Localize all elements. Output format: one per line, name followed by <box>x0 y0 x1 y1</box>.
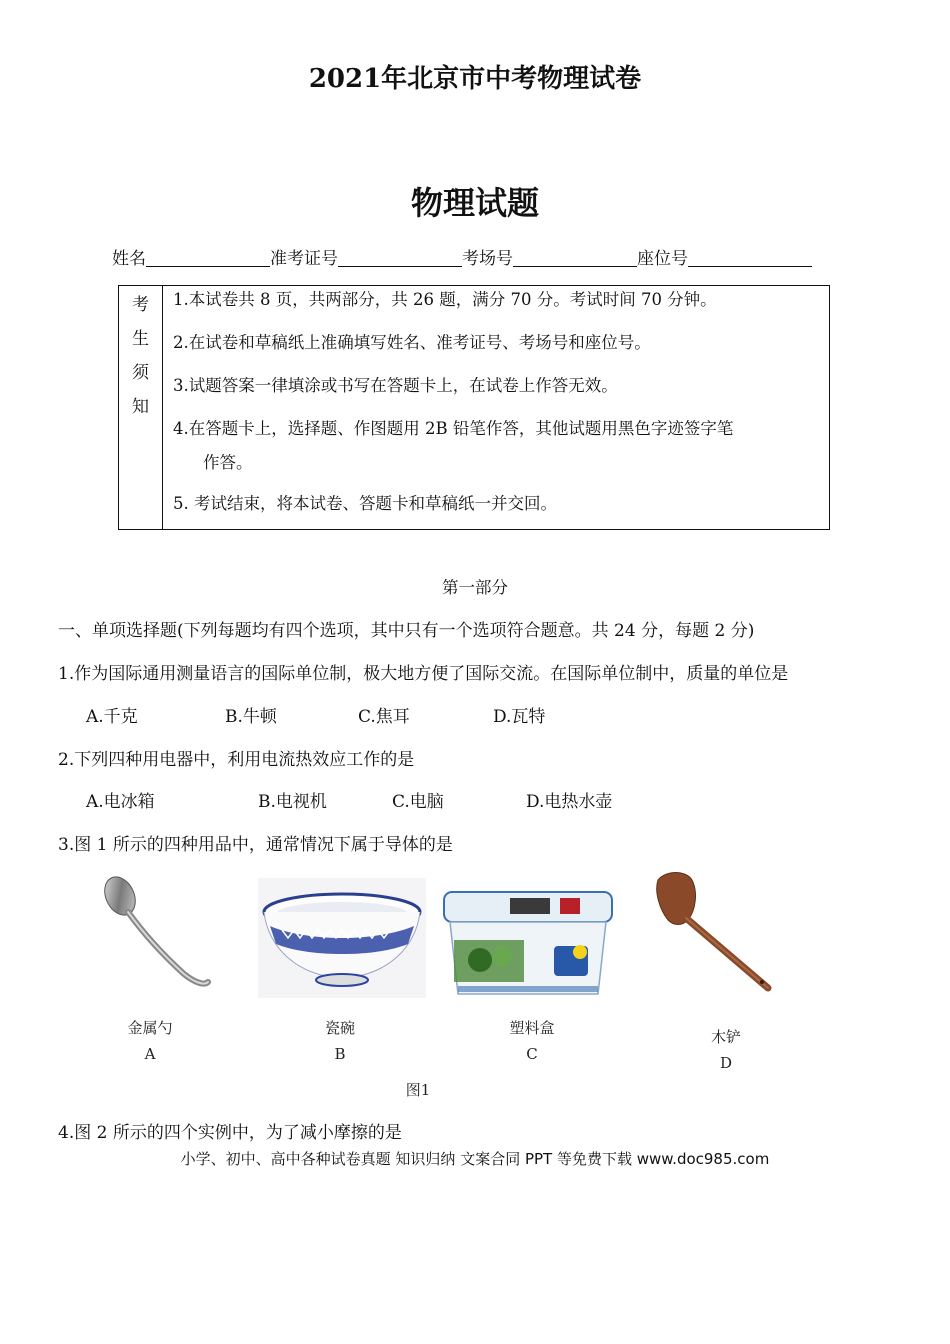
page-footer: 小学、初中、高中各种试卷真题 知识归纳 文案合同 PPT 等免费下载 www.doc985.com <box>180 1150 770 1168</box>
metal-spoon-image <box>92 874 220 998</box>
question-3-stem: 3.图 1 所示的四种用品中，通常情况下属于导体的是 <box>58 835 453 855</box>
candidate-notice-box <box>118 285 830 530</box>
notice-item: 4.在答题卡上，选择题、作图题用 2B 铅笔作答，其他试题用黑色字迹签字笔 <box>173 419 734 438</box>
figure-1-item-a-name: 金属勺 <box>127 1019 173 1037</box>
question-2-option-a: A.电冰箱 <box>86 792 155 812</box>
subject-title: 物理试题 <box>410 184 539 222</box>
notice-label-char: 生 <box>132 329 149 349</box>
notice-item-continuation: 作答。 <box>203 453 253 472</box>
question-2-option-d: D.电热水壶 <box>526 792 613 812</box>
notice-item: 3.试题答案一律填涂或书写在答题卡上，在试卷上作答无效。 <box>173 376 618 395</box>
figure-1-item-b-letter: B <box>334 1045 346 1063</box>
figure-1-item-b-name: 瓷碗 <box>324 1019 355 1037</box>
question-1-option-b: B.牛顿 <box>225 707 277 727</box>
exam-title: 2021年北京市中考物理试卷 <box>308 64 642 94</box>
exam-room-label: 考场号 <box>462 249 513 269</box>
section-title: 第一部分 <box>442 578 508 597</box>
section-instruction: 一、单项选择题(下列每题均有四个选项，其中只有一个选项符合题意。共 24 分，每题 2 分) <box>58 621 755 641</box>
notice-item: 2.在试卷和草稿纸上准确填写姓名、准考证号、考场号和座位号。 <box>173 333 651 352</box>
exam-number-label: 准考证号 <box>270 249 338 269</box>
figure-1-item-d-letter: D <box>719 1054 733 1072</box>
figure-1-item-c-name: 塑料盒 <box>509 1019 555 1037</box>
figure-1-item-a-letter: A <box>144 1045 156 1063</box>
seat-blank <box>688 248 812 267</box>
porcelain-bowl-image <box>258 878 426 998</box>
question-4-stem: 4.图 2 所示的四个实例中，为了减小摩擦的是 <box>58 1123 402 1143</box>
plastic-box-image <box>440 886 616 1004</box>
question-2-option-c: C.电脑 <box>392 792 444 812</box>
figure-1-caption: 图1 <box>405 1081 431 1099</box>
question-1-stem: 1.作为国际通用测量语言的国际单位制，极大地方便了国际交流。在国际单位制中，质量的单位是 <box>58 664 789 684</box>
question-2-option-b: B.电视机 <box>258 792 327 812</box>
notice-label-char: 知 <box>132 397 149 417</box>
notice-label-char: 考 <box>132 295 149 315</box>
question-2-stem: 2.下列四种用电器中，利用电流热效应工作的是 <box>58 750 415 770</box>
name-label: 姓名 <box>112 249 146 269</box>
exam-number-blank <box>338 248 462 267</box>
figure-1-item-d-name: 木铲 <box>710 1028 741 1046</box>
seat-label: 座位号 <box>637 249 688 269</box>
exam-room-blank <box>513 248 637 267</box>
notice-item: 1.本试卷共 8 页，共两部分，共 26 题，满分 70 分。考试时间 70 分钟。 <box>173 290 717 309</box>
question-1-option-c: C.焦耳 <box>358 707 410 727</box>
notice-item: 5. 考试结束，将本试卷、答题卡和草稿纸一并交回。 <box>173 494 557 513</box>
wooden-spatula-image <box>652 870 776 994</box>
figure-1-item-c-letter: C <box>526 1045 538 1063</box>
question-1-option-a: A.千克 <box>86 707 138 727</box>
notice-label <box>119 286 163 529</box>
notice-label-char: 须 <box>132 363 149 383</box>
question-1-option-d: D.瓦特 <box>493 707 546 727</box>
name-blank <box>146 248 270 267</box>
candidate-info-line <box>112 244 812 269</box>
